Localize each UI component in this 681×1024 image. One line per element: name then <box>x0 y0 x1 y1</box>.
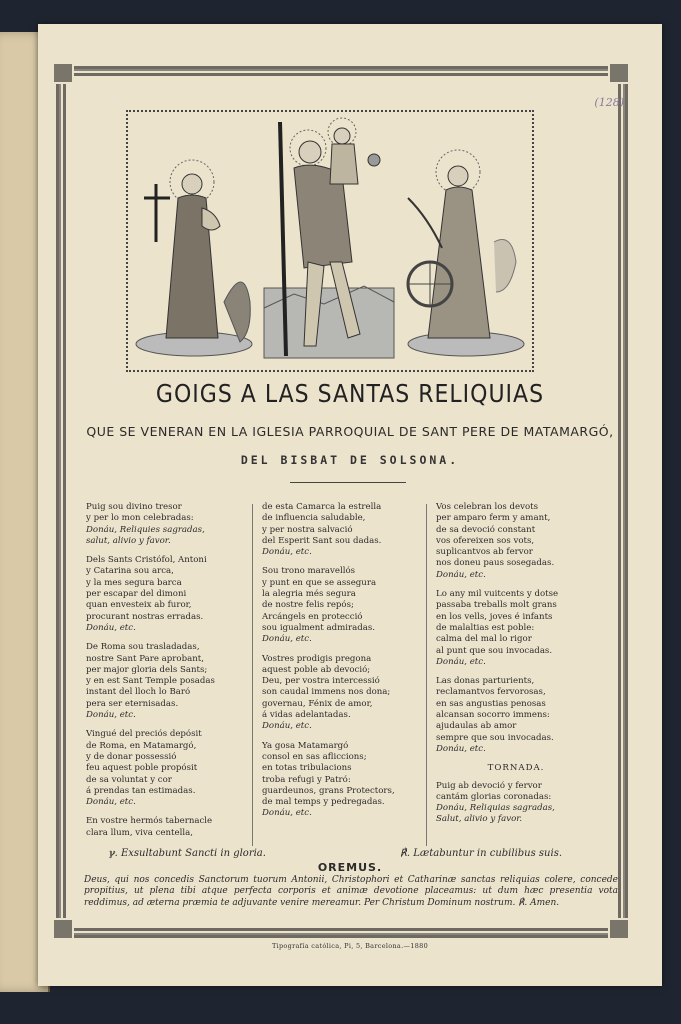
refrain-line: Donáu, etc. <box>86 710 136 721</box>
refrain-line: Donáu, etc. <box>262 721 312 732</box>
versicle: ℽ. Exsultabunt Sancti in gloria. <box>108 848 266 859</box>
refrain-line: Donáu, Reliquias sagradas, <box>436 803 555 814</box>
stanza <box>86 816 246 839</box>
verse-line: de influencia saludable, <box>262 513 366 524</box>
verse-line: per amparo ferm y amant, <box>436 513 551 524</box>
response: ℟. Lætabuntur in cubilibus suis. <box>400 848 563 859</box>
stanza <box>86 642 246 721</box>
verse-line: de sa devoció constant <box>436 524 536 535</box>
stanza <box>86 555 246 634</box>
verse-line: Sou trono maravellós <box>262 566 356 577</box>
verse-line: Puig sou divino tresor <box>86 502 182 512</box>
verse-line: procurant nostras erradas. <box>86 611 204 622</box>
verse-line: á prendas tan estimadas. <box>86 785 196 796</box>
verse-line: de malaltias est poble: <box>436 622 535 633</box>
verse-line: Vostres prodigis pregona <box>262 653 372 664</box>
verse-line: y en est Sant Temple posadas <box>86 676 215 687</box>
printer-imprint: Tipografía católica, Pi, 5, Barcelona.—1880 <box>271 942 429 950</box>
verse-line: clara llum, viva centella, <box>86 827 193 838</box>
verse-line: de Roma, en Matamargó, <box>86 740 197 751</box>
refrain-line: Donáu, etc. <box>262 634 312 645</box>
verse-line: aquest poble ab devoció; <box>262 664 371 675</box>
verse-line: governau, Fénix de amor, <box>262 698 373 709</box>
verse-line: del Esperit Sant sou dadas. <box>262 535 382 546</box>
stanza <box>262 502 432 558</box>
verse-line: Deu, per vostra intercessió <box>262 676 380 687</box>
border-corner-ornament <box>52 62 74 84</box>
oremus-heading: OREMUS. <box>317 861 383 874</box>
verse-column-2 <box>262 502 432 828</box>
verse-line: ajudaulas ab amor <box>436 721 517 732</box>
column-divider <box>426 504 427 846</box>
verse-line: Ya gosa Matamargó <box>262 740 349 751</box>
verse-line: reclamantvos fervorosas, <box>436 687 546 698</box>
border-corner-ornament <box>608 62 630 84</box>
refrain-line: salut, alivio y favor. <box>86 535 171 546</box>
oremus-prayer: Deus, qui nos concedis Sanctorum tuorum Antonii, Christophori et Catharinæ sanctas reliquias colere, concede propitius, ut plena tibi atque perfecta corporis et animæ devotione placeamus: ut dum hæc presentia vota reddimus, ad æterna præmia te adjuvante venire mereamur. Per Christum Dominum nostrum. ℟. Amen. <box>84 875 618 908</box>
verse-line: nostre Sant Pare aprobant, <box>86 653 204 664</box>
verse-line: per major gloria dels Sants; <box>86 664 208 675</box>
refrain-line: Salut, alivio y favor. <box>436 814 523 825</box>
saint-christopher-figure <box>264 118 394 358</box>
border-corner-ornament <box>608 918 630 940</box>
verse-line: feu aquest poble propósit <box>86 763 198 774</box>
verse-line: Puig ab devoció y fervor <box>436 780 542 791</box>
verse-line: y de donar possessió <box>86 751 177 762</box>
verse-line: Lo any mil vuitcents y dotse <box>436 589 559 600</box>
stanza <box>262 654 432 733</box>
tornada-stanza <box>436 781 596 826</box>
stanza <box>436 502 596 581</box>
stanza <box>436 589 596 668</box>
verse-line: á vidas adelantadas. <box>262 710 351 721</box>
verse-line: sempre que sou invocadas. <box>436 732 554 743</box>
refrain-line: Donáu, etc. <box>436 743 486 754</box>
refrain-line: Donáu, etc. <box>86 797 136 808</box>
refrain-line: Donáu, etc. <box>436 569 486 580</box>
verse-line: suplicantvos ab fervor <box>436 547 533 558</box>
verse-line: Vos celebran los devots <box>436 502 539 512</box>
verse-line: De Roma sou trasladadas, <box>86 642 200 653</box>
title-divider <box>290 482 406 483</box>
verse-line: de esta Camarca la estrella <box>262 502 382 512</box>
shelfmark-annotation: (128) <box>594 96 624 109</box>
verse-line: alcansan socorro immens: <box>436 710 550 721</box>
verse-line: la alegria més segura <box>262 589 356 600</box>
refrain-line: Donáu, etc. <box>86 622 136 633</box>
refrain-line: Donáu, Reliquies sagradas, <box>86 524 205 535</box>
page-title: GOIGS A LAS SANTAS RELIQUIAS <box>155 380 545 409</box>
verse-line: de sa voluntat y cor <box>86 774 172 785</box>
verse-line: troba refugi y Patró: <box>262 774 351 785</box>
tornada-heading: TORNADA. <box>487 763 545 774</box>
stanza <box>86 502 246 547</box>
refrain-line: Donáu, etc. <box>262 547 312 558</box>
diocese-line: DEL BISBAT DE SOLSONA. <box>240 453 460 467</box>
verse-line: passaba treballs molt grans <box>436 600 557 611</box>
saint-catherine-figure <box>408 150 524 356</box>
verse-line: sou igualment admiradas. <box>262 622 375 633</box>
verse-line: Arcángels en protecció <box>262 611 363 622</box>
verse-line: y per nostra salvació <box>262 524 353 535</box>
verse-line: al punt que sou invocadas. <box>436 645 553 656</box>
verse-line: son caudal immens nos dona; <box>262 687 391 698</box>
verse-line: y per lo mon celebradas: <box>86 513 194 524</box>
verse-line: Vingué del preciós depósit <box>86 729 202 740</box>
verse-line: y punt en que se assegura <box>262 577 377 588</box>
stanza <box>262 741 432 820</box>
verse-line: Dels Sants Cristófol, Antoni <box>86 555 207 566</box>
verse-line: de mal temps y pedregadas. <box>262 797 385 808</box>
broadsheet-page <box>38 24 662 986</box>
verse-line: en totas tribulacions <box>262 763 352 774</box>
verse-line: de nostre felis repós; <box>262 600 354 611</box>
border-corner-ornament <box>52 918 74 940</box>
stanza <box>262 566 432 645</box>
verse-column-1 <box>86 502 246 847</box>
verse-line: pera ser eternisadas. <box>86 698 179 709</box>
verse-line: cantám glorias coronadas: <box>436 791 552 802</box>
verse-column-3 <box>436 502 596 834</box>
verse-line: nos doneu paus sosegadas. <box>436 558 555 569</box>
verse-line: instant del lloch lo Baró <box>86 687 191 698</box>
verse-line: calma del mal lo rigor <box>436 634 532 645</box>
saints-engraving <box>126 110 534 372</box>
saints-illustration <box>128 112 532 370</box>
subtitle: QUE SE VENERAN EN LA IGLESIA PARROQUIAL DE SANT PERE DE MATAMARGÓ, <box>86 424 614 439</box>
verse-line: Las donas parturients, <box>436 676 535 687</box>
verse-line: guardeunos, grans Protectors, <box>262 785 395 796</box>
verse-line: per escapar del dimoni <box>86 589 187 600</box>
saint-anthony-figure <box>136 160 252 356</box>
verse-line: en los vells, joves é infants <box>436 611 553 622</box>
stanza <box>436 676 596 755</box>
verse-line: consol en sas afliccions; <box>262 751 367 762</box>
verse-line: en sas angustias penosas <box>436 698 546 709</box>
verse-line: y Catarina sou arca, <box>86 566 174 577</box>
refrain-line: Donáu, etc. <box>436 656 486 667</box>
stanza <box>86 729 246 808</box>
verse-line: En vostre hermós tabernacle <box>86 816 213 827</box>
column-divider <box>252 504 253 846</box>
verse-line: quan envesteix ab furor, <box>86 600 192 611</box>
refrain-line: Donáu, etc. <box>262 808 312 819</box>
verse-line: y la mes segura barca <box>86 577 182 588</box>
verse-line: vos ofereixen sos vots, <box>436 535 535 546</box>
